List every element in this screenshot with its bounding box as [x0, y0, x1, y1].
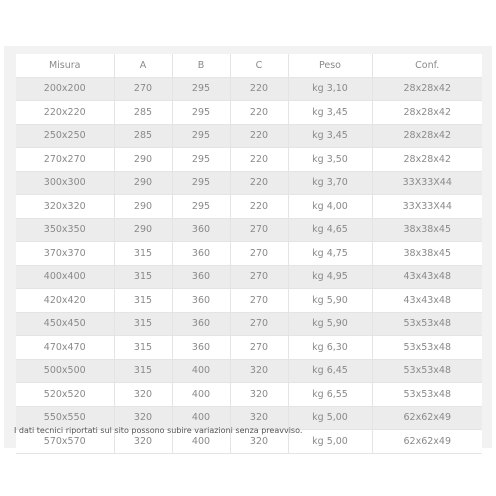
cell-a: 290 [114, 218, 172, 242]
cell-conf: 33X33X44 [372, 195, 482, 219]
cell-b: 360 [172, 218, 230, 242]
cell-a: 315 [114, 312, 172, 336]
table-body [16, 77, 482, 453]
cell-c: 220 [230, 195, 288, 219]
cell-misura: 370x370 [16, 242, 114, 266]
cell-peso: kg 6,45 [288, 359, 372, 383]
cell-b: 400 [172, 406, 230, 430]
cell-misura: 500x500 [16, 359, 114, 383]
header-row [16, 54, 482, 77]
cell-a: 320 [114, 383, 172, 407]
header-b: B [172, 54, 230, 77]
cell-misura: 450x450 [16, 312, 114, 336]
table-row [16, 77, 482, 101]
cell-conf: 53x53x48 [372, 312, 482, 336]
cell-misura: 550x550 [16, 406, 114, 430]
cell-a: 315 [114, 289, 172, 313]
cell-b: 295 [172, 171, 230, 195]
cell-b: 400 [172, 383, 230, 407]
cell-b: 400 [172, 359, 230, 383]
disclaimer-note: I dati tecnici riportati sul sito possono subire variazioni senza preavviso. [14, 426, 303, 435]
cell-b: 360 [172, 242, 230, 266]
cell-b: 360 [172, 265, 230, 289]
cell-conf: 62x62x49 [372, 430, 482, 454]
cell-peso: kg 3,45 [288, 101, 372, 125]
cell-a: 270 [114, 77, 172, 101]
cell-peso: kg 5,00 [288, 406, 372, 430]
cell-a: 315 [114, 265, 172, 289]
cell-c: 270 [230, 289, 288, 313]
cell-b: 360 [172, 336, 230, 360]
cell-peso: kg 5,00 [288, 430, 372, 454]
table-row [16, 383, 482, 407]
cell-c: 270 [230, 218, 288, 242]
cell-conf: 28x28x42 [372, 77, 482, 101]
cell-a: 320 [114, 406, 172, 430]
table-row [16, 171, 482, 195]
cell-conf: 38x38x45 [372, 242, 482, 266]
cell-misura: 320x320 [16, 195, 114, 219]
cell-misura: 250x250 [16, 124, 114, 148]
cell-peso: kg 6,55 [288, 383, 372, 407]
cell-misura: 350x350 [16, 218, 114, 242]
header-conf: Conf. [372, 54, 482, 77]
cell-misura: 570x570 [16, 430, 114, 454]
cell-c: 320 [230, 359, 288, 383]
table-row [16, 148, 482, 172]
cell-peso: kg 4,65 [288, 218, 372, 242]
table-row [16, 289, 482, 313]
cell-b: 295 [172, 77, 230, 101]
cell-peso: kg 4,95 [288, 265, 372, 289]
cell-misura: 300x300 [16, 171, 114, 195]
cell-conf: 62x62x49 [372, 406, 482, 430]
cell-conf: 28x28x42 [372, 148, 482, 172]
cell-peso: kg 3,50 [288, 148, 372, 172]
cell-c: 220 [230, 171, 288, 195]
cell-a: 290 [114, 171, 172, 195]
cell-b: 295 [172, 195, 230, 219]
cell-misura: 270x270 [16, 148, 114, 172]
cell-c: 270 [230, 336, 288, 360]
table-row [16, 195, 482, 219]
cell-conf: 28x28x42 [372, 124, 482, 148]
cell-conf: 33X33X44 [372, 171, 482, 195]
cell-misura: 420x420 [16, 289, 114, 313]
product-spec-panel [4, 46, 492, 448]
table-row [16, 242, 482, 266]
header-c: C [230, 54, 288, 77]
cell-peso: kg 4,75 [288, 242, 372, 266]
cell-misura: 470x470 [16, 336, 114, 360]
cell-conf: 43x43x48 [372, 265, 482, 289]
cell-conf: 28x28x42 [372, 101, 482, 125]
table-row [16, 359, 482, 383]
cell-b: 295 [172, 148, 230, 172]
cell-a: 290 [114, 148, 172, 172]
cell-a: 315 [114, 336, 172, 360]
cell-conf: 53x53x48 [372, 359, 482, 383]
dimensions-table [16, 54, 482, 454]
table-row [16, 218, 482, 242]
cell-b: 400 [172, 430, 230, 454]
cell-conf: 53x53x48 [372, 383, 482, 407]
cell-b: 360 [172, 312, 230, 336]
cell-conf: 38x38x45 [372, 218, 482, 242]
cell-peso: kg 4,00 [288, 195, 372, 219]
cell-peso: kg 3,70 [288, 171, 372, 195]
cell-peso: kg 3,45 [288, 124, 372, 148]
cell-peso: kg 5,90 [288, 289, 372, 313]
header-misura: Misura [16, 54, 114, 77]
cell-a: 285 [114, 101, 172, 125]
cell-misura: 520x520 [16, 383, 114, 407]
cell-peso: kg 5,90 [288, 312, 372, 336]
cell-peso: kg 6,30 [288, 336, 372, 360]
cell-c: 220 [230, 148, 288, 172]
cell-conf: 43x43x48 [372, 289, 482, 313]
table-row [16, 265, 482, 289]
table-header [16, 54, 482, 77]
cell-c: 270 [230, 312, 288, 336]
cell-c: 220 [230, 101, 288, 125]
cell-c: 270 [230, 242, 288, 266]
cell-c: 320 [230, 430, 288, 454]
cell-c: 220 [230, 77, 288, 101]
cell-misura: 220x220 [16, 101, 114, 125]
cell-a: 290 [114, 195, 172, 219]
cell-c: 270 [230, 265, 288, 289]
cell-b: 295 [172, 124, 230, 148]
table-row [16, 101, 482, 125]
cell-a: 315 [114, 359, 172, 383]
cell-misura: 200x200 [16, 77, 114, 101]
cell-misura: 400x400 [16, 265, 114, 289]
cell-conf: 53x53x48 [372, 336, 482, 360]
cell-a: 315 [114, 242, 172, 266]
cell-b: 295 [172, 101, 230, 125]
cell-b: 360 [172, 289, 230, 313]
cell-c: 320 [230, 383, 288, 407]
cell-a: 285 [114, 124, 172, 148]
table-row [16, 336, 482, 360]
table-row [16, 124, 482, 148]
header-peso: Peso [288, 54, 372, 77]
cell-a: 320 [114, 430, 172, 454]
table-row [16, 312, 482, 336]
cell-c: 320 [230, 406, 288, 430]
cell-peso: kg 3,10 [288, 77, 372, 101]
header-a: A [114, 54, 172, 77]
cell-c: 220 [230, 124, 288, 148]
